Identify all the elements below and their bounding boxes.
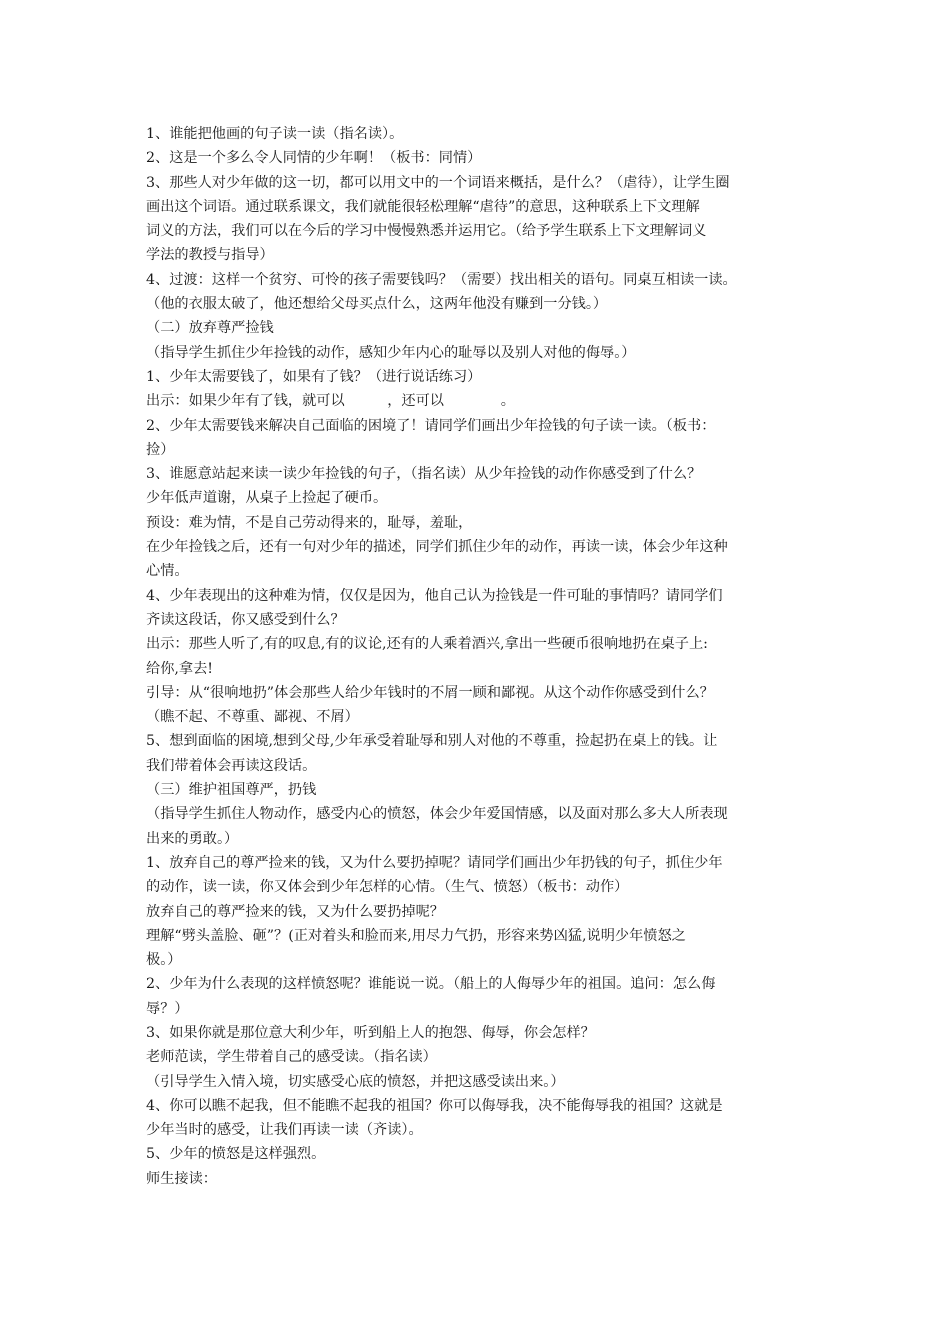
text-line: （瞧不起、不尊重、鄙视、不屑）: [146, 709, 359, 726]
text-line: 1、放弃自己的尊严捡来的钱，又为什么要扔掉呢？请同学们画出少年扔钱的句子，抓住少年: [146, 854, 723, 871]
text-line: 给你,拿去!: [146, 660, 213, 677]
text-line: 师生接读：: [146, 1170, 217, 1187]
text-line: 心情。: [146, 563, 189, 580]
text-line: 少年当时的感受，让我们再读一读（齐读）。: [146, 1122, 423, 1139]
text-line: （指导学生抓住人物动作，感受内心的愤怒，体会少年爱国情感，以及面对那么多大人所表现: [146, 806, 728, 823]
text-line: 词义的方法，我们可以在今后的学习中慢慢熟悉并运用它。（给予学生联系上下文理解词义: [146, 223, 707, 240]
text-line: 的动作，读一读，你又体会到少年怎样的心情。（生气、愤怒）（板书：动作）: [146, 879, 629, 896]
text-line: 老师范读，学生带着自己的感受读。（指名读）: [146, 1049, 437, 1066]
text-line: 画出这个词语。通过联系课文，我们就能很轻松理解“虐待”的意思，这种联系上下文理解: [146, 198, 700, 215]
text-line: 4、过渡：这样一个贫穷、可怜的孩子需要钱吗？（需要）找出相关的语句。同桌互相读一读。: [146, 271, 737, 288]
text-line: 理解“劈头盖脸、砸”？(正对着头和脸而来,用尽力气扔，形容来势凶猛,说明少年愤怒之: [146, 927, 686, 944]
text-line: 少年低声道谢，从桌子上捡起了硬币。: [146, 490, 388, 507]
text-line: （三）维护祖国尊严，扔钱: [146, 782, 317, 799]
text-line: 1、谁能把他画的句子读一读（指名读）。: [146, 126, 404, 142]
text-line: 我们带着体会再读这段话。: [146, 757, 317, 774]
text-line: 4、少年表现出的这种难为情，仅仅是因为，他自己认为捡钱是一件可耻的事情吗？请同学们: [146, 587, 723, 604]
text-line: （二）放弃尊严捡钱: [146, 320, 274, 337]
text-line: 出示：如果少年有了钱，就可以 ，还可以 。: [146, 393, 515, 410]
text-line: 学法的教授与指导）: [146, 247, 274, 264]
text-line: 齐读这段话，你又感受到什么？: [146, 611, 345, 628]
text-line: 5、少年的愤怒是这样强烈。: [146, 1146, 326, 1163]
text-line: 在少年捡钱之后，还有一句对少年的描述，同学们抓住少年的动作，再读一读，体会少年这种: [146, 539, 728, 556]
text-line: 2、少年为什么表现的这样愤怒呢？谁能说一说。（船上的人侮辱少年的祖国。追问：怎么侮: [146, 976, 716, 993]
text-line: 预设：难为情，不是自己劳动得来的，耻辱，羞耻，: [146, 514, 473, 531]
text-line: 4、你可以瞧不起我，但不能瞧不起我的祖国？你可以侮辱我，决不能侮辱我的祖国？这就是: [146, 1097, 723, 1114]
text-line: 放弃自己的尊严捡来的钱，又为什么要扔掉呢？: [146, 903, 444, 920]
text-line: （他的衣服太破了，他还想给父母买点什么，这两年他没有赚到一分钱。）: [146, 296, 608, 313]
text-line: 捡）: [146, 441, 175, 458]
text-line: 引导：从“很响地扔”体会那些人给少年钱时的不屑一顾和鄙视。从这个动作你感受到什么？: [146, 684, 714, 701]
text-line: 3、谁愿意站起来读一读少年捡钱的句子，（指名读）从少年捡钱的动作你感受到了什么？: [146, 466, 702, 483]
text-line: 出来的勇敢。）: [146, 830, 239, 847]
text-line: 2、少年太需要钱来解决自己面临的困境了！请同学们画出少年捡钱的句子读一读。（板书：: [146, 417, 716, 434]
text-line: 1、少年太需要钱了，如果有了钱？（进行说话练习）: [146, 368, 482, 385]
text-line: （引导学生入情入境，切实感受心底的愤怒，并把这感受读出来。）: [146, 1073, 565, 1090]
text-line: 3、如果你就是那位意大利少年，听到船上人的抱怨、侮辱，你会怎样？: [146, 1024, 595, 1041]
text-line: 辱？）: [146, 1000, 189, 1017]
text-line: 出示：那些人听了,有的叹息,有的议论,还有的人乘着酒兴,拿出一些硬币很响地扔在桌子上:: [146, 636, 708, 653]
text-line: 2、这是一个多么令人同情的少年啊！（板书：同情）: [146, 150, 482, 167]
text-line: （指导学生抓住少年捡钱的动作，感知少年内心的耻辱以及别人对他的侮辱。）: [146, 344, 636, 361]
text-line: 极。）: [146, 952, 182, 969]
text-line: 5、想到面临的困境,想到父母,少年承受着耻辱和别人对他的不尊重，捡起扔在桌上的钱。让: [146, 733, 718, 750]
document-body: [146, 122, 810, 1191]
text-line: 3、那些人对少年做的这一切，都可以用文中的一个词语来概括，是什么？（虐待），让学生圈: [146, 174, 730, 191]
